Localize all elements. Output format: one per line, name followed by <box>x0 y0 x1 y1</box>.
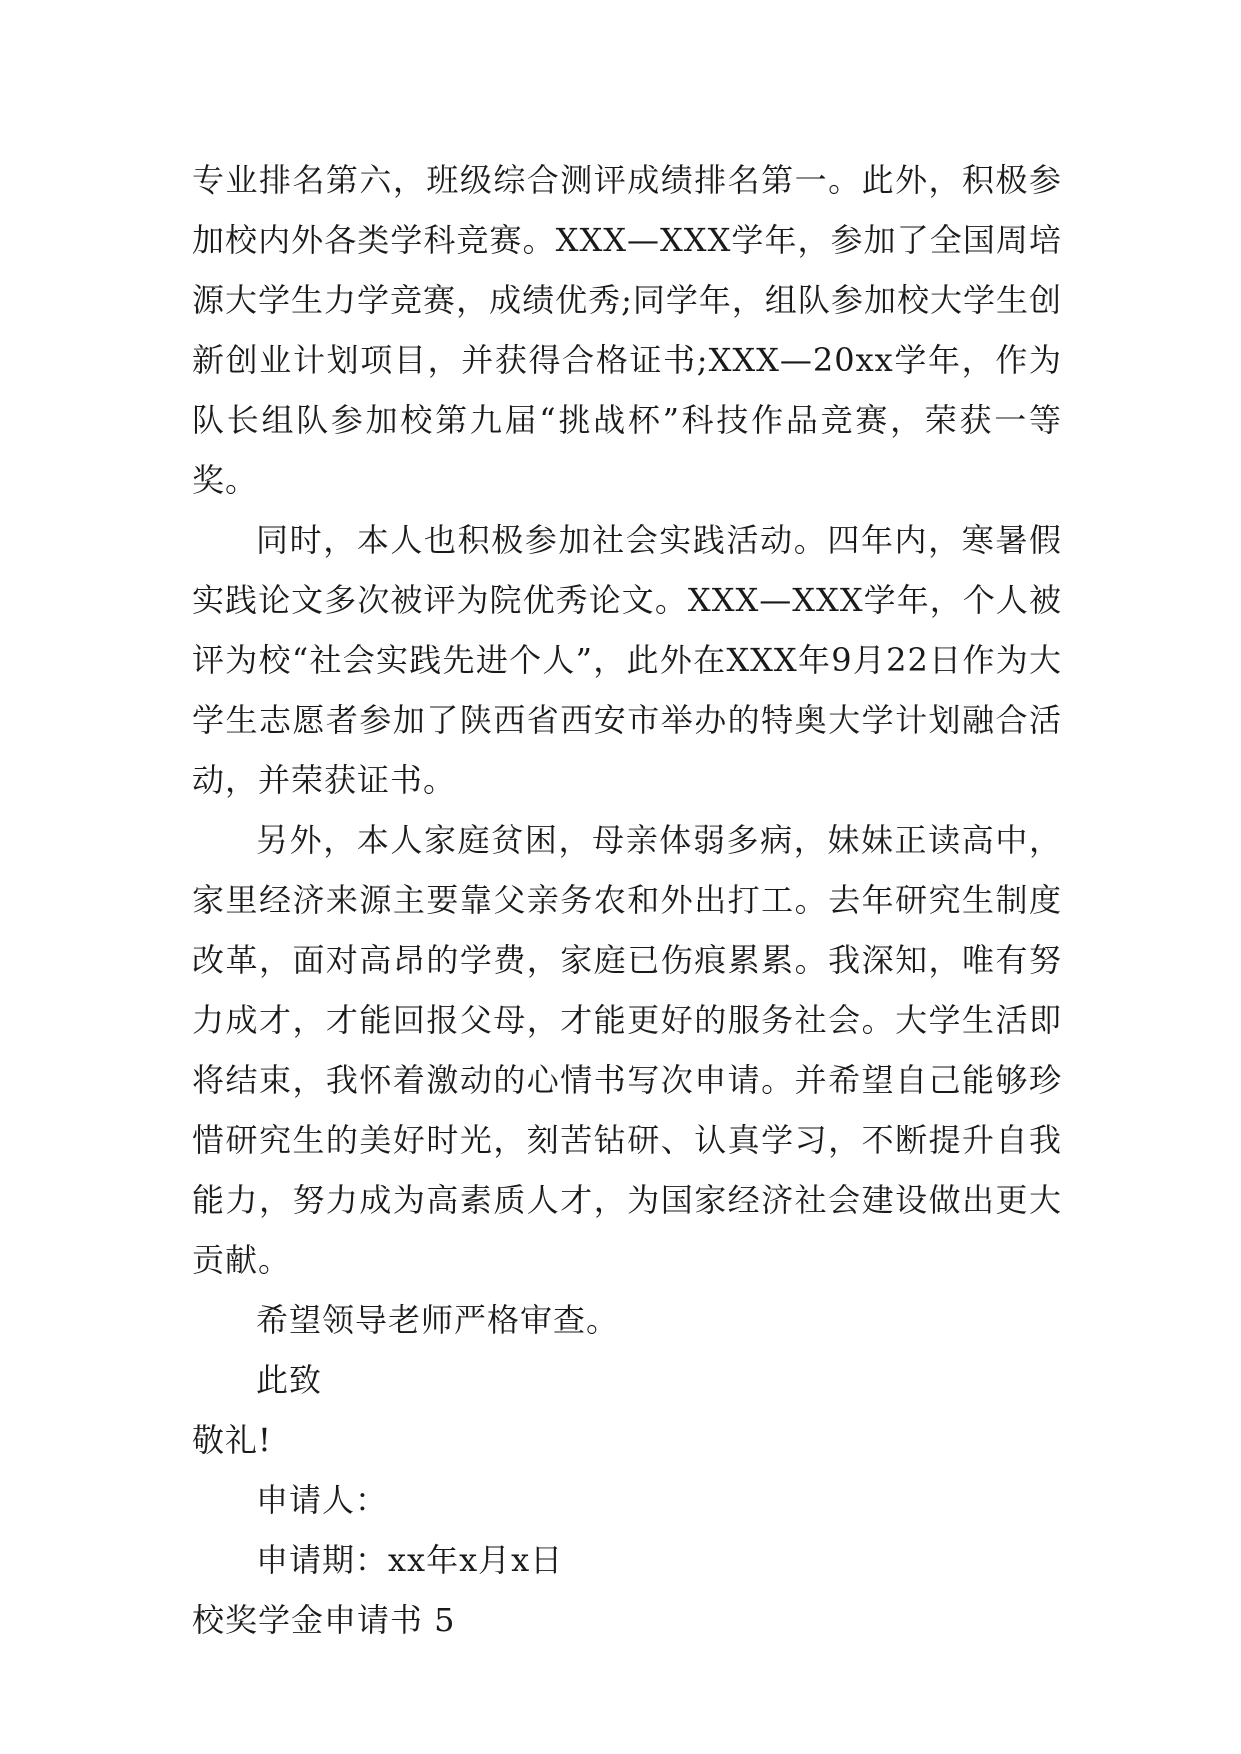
application-date: 申请期：xx年x月x日 <box>256 1541 564 1579</box>
paragraph-academic-achievements: 专业排名第六，班级综合测评成绩排名第一。此外，积极参加校内外各类学科竞赛。XXX—XXX学年，参加了全国周培源大学生力学竞赛，成绩优秀;同学年，组队参加校大学生创新创业计划项目，并获得合格证书;XXX—20xx学年，作为队长组队参加校第九届“挑战杯”科技作品竞赛，荣获一等奖。 <box>192 161 1062 499</box>
applicant-label: 申请人： <box>256 1481 389 1519</box>
salutation-cizhi: 此致 <box>256 1361 323 1399</box>
paragraph-family-situation: 另外，本人家庭贫困，母亲体弱多病，妹妹正读高中，家里经济来源主要靠父亲务农和外出打工。去年研究生制度改革，面对高昂的学费，家庭已伤痕累累。我深知，唯有努力成才，才能回报父母，才能更好的服务社会。大学生活即将结束，我怀着激动的心情书写次申请。并希望自己能够珍惜研究生的美好时光，刻苦钻研、认真学习，不断提升自我能力，努力成为高素质人才，为国家经济社会建设做出更大贡献。 <box>192 821 1062 1279</box>
paragraph-social-practice: 同时，本人也积极参加社会实践活动。四年内，寒暑假实践论文多次被评为院优秀论文。XXX—XXX学年，个人被评为校“社会实践先进个人”，此外在XXX年9月22日作为大学生志愿者参加了陕西省西安市举办的特奥大学计划融合活动，并荣获证书。 <box>192 521 1062 799</box>
closing-request: 希望领导老师严格审查。 <box>256 1301 620 1339</box>
salutation-jingli: 敬礼! <box>192 1421 272 1459</box>
next-section-heading: 校奖学金申请书 5 <box>192 1601 456 1639</box>
document-body <box>192 150 1062 1650</box>
